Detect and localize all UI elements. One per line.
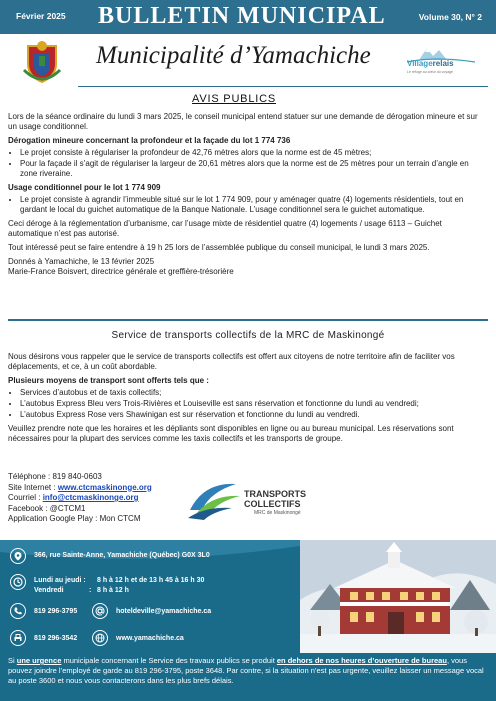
list-item: • L’autobus Express Rose vers Shawinigan est sur réservation et fonctionne du lundi au vendredi. — [20, 410, 488, 420]
service-heading: Plusieurs moyens de transport sont offerts tels que : — [8, 376, 209, 385]
footer-underline-2: en dehors de nos heures d’ouverture de bureau — [276, 656, 447, 665]
footer-underline-1: une urgence — [16, 656, 62, 665]
address: 366, rue Sainte-Anne, Yamachiche (Québec) G0X 3L0 — [34, 552, 210, 559]
footer-text-2: municipale concernant le Service des travaux publics se produit — [61, 656, 277, 665]
village-relais-logo — [405, 44, 485, 80]
list-item: • Services d’autobus et de taxis collectifs; — [20, 388, 488, 398]
service-intro: Nous désirons vous rappeler que le service de transports collectifs est offert aux citoyens de notre territoire afin de faciliter vos déplacements, et ce, à un coût abordable. — [8, 352, 455, 371]
list-item: • Pour la façade il s’agit de régulariser la largeur de 20,61 mètres alors que la norme est de 25 mètres pour un terrain d’angle en zone riveraine. — [20, 159, 488, 179]
phone-number-2: 819 296-3542 — [34, 635, 78, 642]
service-list — [20, 388, 488, 420]
hours-2: 8 h à 12 h — [97, 587, 129, 594]
avis-intro: Lors de la séance ordinaire du lundi 3 mars 2025, le conseil municipal entend statuer sur une demande de dérogation mineure et sur un usage conditionnel. — [8, 112, 478, 131]
service-title: Service de transports collectifs de la MRC de Maskinongé — [111, 330, 385, 341]
village-text: Village — [407, 59, 433, 68]
ctcm-website-link[interactable]: www.ctcmaskinonge.org — [57, 482, 152, 492]
hours-days-2: Vendredi — [34, 587, 64, 594]
transport-section — [8, 352, 488, 448]
signature-name: Marie-France Boisvert, directrice générale et greffière-trésorière — [8, 267, 234, 276]
footer-text-1: Si — [8, 656, 17, 665]
municipality-name: Municipalité d’Yamachiche — [96, 42, 371, 69]
bulletin-title: BULLETIN MUNICIPAL — [98, 3, 386, 29]
globe-icon — [92, 630, 108, 646]
avis-publics-title: AVIS PUBLICS — [192, 93, 276, 105]
hours-days-1: Lundi au jeudi : — [34, 577, 86, 584]
town-website-link[interactable]: www.yamachiche.ca — [116, 635, 184, 642]
mrc-text: MRC de Maskinongé — [254, 510, 301, 516]
footer-text-3: , vous pouvez joindre l’employé de garde au 819 296-3795, poste 3648. Par contre, si la situation n’est pas urgente, veuillez laisser un message vocal au poste 3600 et nous vous contacterons dans les plus brefs délais. — [8, 656, 484, 685]
derogation-note: Ceci déroge à la réglementation d’urbanisme, car l’usage mixte de résidentiel quatre (4) logements / usage 6113 – Guichet automatique n’est pas autorisé. — [8, 219, 442, 238]
assembly-note: Tout intéressé peut se faire entendre à 19 h 25 lors de l’assemblée publique du conseil municipal, le lundi 3 mars 2025. — [8, 243, 430, 252]
relais-text: relais — [432, 59, 454, 68]
avis-publics-section — [8, 112, 488, 277]
municipality-header — [0, 34, 496, 86]
town-email-link[interactable]: hoteldeville@yamachiche.ca — [116, 608, 212, 615]
contact-phone: Téléphone : 819 840-0603 — [8, 472, 102, 481]
email-icon — [92, 603, 108, 619]
list-item: • L’autobus Express Bleu vers Trois-Rivières et Louiseville est sans réservation et fonctionne du lundi au vendredi; — [20, 399, 488, 409]
usage-list — [20, 195, 488, 215]
contact-facebook: Facebook : @CTCM1 — [8, 503, 86, 513]
email-label: Courriel : — [8, 493, 43, 502]
transports-collectifs-logo — [186, 476, 306, 522]
collectifs-text: COLLECTIFS — [244, 499, 301, 509]
fax-icon — [10, 630, 26, 646]
contact-app: Application Google Play : Mon CTCM — [8, 514, 141, 523]
site-label: Site Internet : — [8, 482, 58, 492]
top-banner — [0, 0, 496, 34]
volume-number: Volume 30, N° 2 — [418, 12, 482, 22]
hours-separator: : — [89, 587, 92, 594]
phone-icon — [10, 603, 26, 619]
town-hall-photo — [300, 540, 496, 653]
header-divider — [78, 86, 488, 87]
derogation-list — [20, 148, 488, 179]
service-note: Veuillez prendre note que les horaires et les dépliants sont disponibles en ligne ou au bureau municipal. Les réservations sont nécessaires pour la plupart des services comme les taxis collectifs et les transports de groupe. — [8, 424, 454, 443]
transports-text: TRANSPORTS — [244, 489, 307, 499]
phone-number-1: 819 296-3795 — [34, 608, 78, 615]
signature-date: Donnés à Yamachiche, le 13 février 2025 — [8, 257, 155, 266]
town-hall-info — [0, 540, 496, 701]
village-relais-tagline: Le refuge au cœur du voyage — [407, 70, 453, 74]
clock-icon — [10, 574, 26, 590]
list-item: • Le projet consiste à régulariser la profondeur de 42,76 mètres alors que la norme est de 45 mètres; — [20, 148, 488, 158]
issue-date: Février 2025 — [16, 11, 66, 21]
urgence-footer — [0, 653, 496, 701]
usage-heading: Usage conditionnel pour le lot 1 774 909 — [8, 183, 161, 192]
list-item: • Le projet consiste à agrandir l’immeuble situé sur le lot 1 774 909, pour y aménager quatre (4) logements résidentiels, tout en gardant le local du guichet automatique de la Banque Nationale. L’usage conditionnel sera le guichet automatique. — [20, 195, 488, 215]
crest-icon — [22, 40, 62, 84]
transport-contact — [8, 472, 178, 525]
hours-1: 8 h à 12 h et de 13 h 45 à 16 h 30 — [97, 577, 205, 584]
ctcm-email-link[interactable]: info@ctcmaskinonge.org — [42, 493, 139, 502]
location-pin-icon — [10, 548, 26, 564]
section-divider — [8, 319, 488, 321]
info-panel — [0, 540, 300, 653]
derogation-heading: Dérogation mineure concernant la profondeur et la façade du lot 1 774 736 — [8, 136, 291, 145]
